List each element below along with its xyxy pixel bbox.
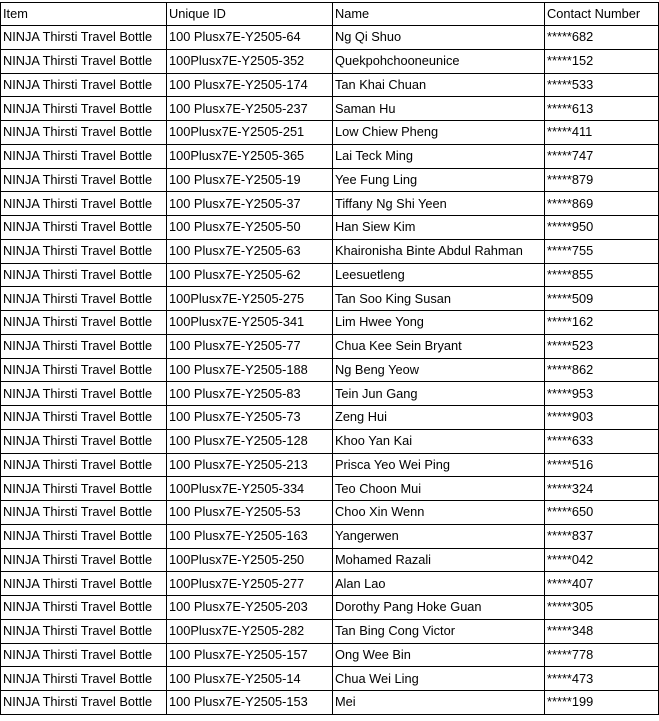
cell-unique-id[interactable]: 100Plusx7E-Y2505-250: [167, 548, 333, 572]
table-row: [1, 382, 659, 406]
table-row: [1, 667, 659, 691]
table-row: [1, 691, 659, 715]
cell-name[interactable]: Khoo Yan Kai: [333, 429, 545, 453]
cell-name[interactable]: Chua Wei Ling: [333, 667, 545, 691]
cell-contact-number[interactable]: *****650: [545, 501, 659, 525]
table-row: [1, 596, 659, 620]
table-row: [1, 192, 659, 216]
cell-name[interactable]: Prisca Yeo Wei Ping: [333, 453, 545, 477]
cell-contact-number[interactable]: *****152: [545, 49, 659, 73]
cell-name[interactable]: Ng Beng Yeow: [333, 358, 545, 382]
cell-contact-number[interactable]: *****162: [545, 311, 659, 335]
table-row: [1, 429, 659, 453]
cell-contact-number[interactable]: *****348: [545, 619, 659, 643]
cell-contact-number[interactable]: *****855: [545, 263, 659, 287]
cell-item[interactable]: NINJA Thirsti Travel Bottle: [1, 524, 167, 548]
cell-item[interactable]: NINJA Thirsti Travel Bottle: [1, 453, 167, 477]
cell-unique-id[interactable]: 100Plusx7E-Y2505-341: [167, 311, 333, 335]
cell-name[interactable]: Lai Teck Ming: [333, 144, 545, 168]
cell-unique-id[interactable]: 100Plusx7E-Y2505-334: [167, 477, 333, 501]
cell-unique-id[interactable]: 100 Plusx7E-Y2505-14: [167, 667, 333, 691]
cell-unique-id[interactable]: 100 Plusx7E-Y2505-53: [167, 501, 333, 525]
cell-unique-id[interactable]: 100Plusx7E-Y2505-282: [167, 619, 333, 643]
header-item[interactable]: Item: [1, 3, 167, 26]
table-row: [1, 26, 659, 50]
table-row: [1, 453, 659, 477]
cell-unique-id[interactable]: 100 Plusx7E-Y2505-213: [167, 453, 333, 477]
cell-contact-number[interactable]: *****633: [545, 429, 659, 453]
cell-contact-number[interactable]: *****837: [545, 524, 659, 548]
cell-unique-id[interactable]: 100Plusx7E-Y2505-251: [167, 121, 333, 145]
cell-name[interactable]: Yee Fung Ling: [333, 168, 545, 192]
table-row: [1, 334, 659, 358]
cell-contact-number[interactable]: *****533: [545, 73, 659, 97]
cell-unique-id[interactable]: 100 Plusx7E-Y2505-37: [167, 192, 333, 216]
cell-contact-number[interactable]: *****747: [545, 144, 659, 168]
table-row: [1, 97, 659, 121]
cell-contact-number[interactable]: *****778: [545, 643, 659, 667]
cell-item[interactable]: NINJA Thirsti Travel Bottle: [1, 239, 167, 263]
cell-contact-number[interactable]: *****523: [545, 334, 659, 358]
cell-name[interactable]: Choo Xin Wenn: [333, 501, 545, 525]
table-row: [1, 406, 659, 430]
cell-unique-id[interactable]: 100 Plusx7E-Y2505-62: [167, 263, 333, 287]
table-row: [1, 358, 659, 382]
table-row: [1, 619, 659, 643]
cell-unique-id[interactable]: 100Plusx7E-Y2505-365: [167, 144, 333, 168]
table-row: [1, 311, 659, 335]
header-contact-number[interactable]: Contact Number: [545, 3, 659, 26]
cell-unique-id[interactable]: 100 Plusx7E-Y2505-157: [167, 643, 333, 667]
cell-name[interactable]: Tan Soo King Susan: [333, 287, 545, 311]
cell-item[interactable]: NINJA Thirsti Travel Bottle: [1, 192, 167, 216]
cell-item[interactable]: NINJA Thirsti Travel Bottle: [1, 643, 167, 667]
cell-name[interactable]: Yangerwen: [333, 524, 545, 548]
cell-unique-id[interactable]: 100 Plusx7E-Y2505-153: [167, 691, 333, 715]
cell-name[interactable]: Tiffany Ng Shi Yeen: [333, 192, 545, 216]
cell-item[interactable]: NINJA Thirsti Travel Bottle: [1, 311, 167, 335]
cell-unique-id[interactable]: 100 Plusx7E-Y2505-77: [167, 334, 333, 358]
cell-item[interactable]: NINJA Thirsti Travel Bottle: [1, 216, 167, 240]
cell-item[interactable]: NINJA Thirsti Travel Bottle: [1, 263, 167, 287]
cell-item[interactable]: NINJA Thirsti Travel Bottle: [1, 619, 167, 643]
spreadsheet-sheet: [0, 2, 659, 715]
cell-contact-number[interactable]: *****407: [545, 572, 659, 596]
cell-name[interactable]: Ng Qi Shuo: [333, 26, 545, 50]
cell-name[interactable]: Quekpohchooneunice: [333, 49, 545, 73]
table-row: [1, 168, 659, 192]
winners-table: [0, 2, 659, 715]
cell-name[interactable]: Saman Hu: [333, 97, 545, 121]
table-row: [1, 548, 659, 572]
table-header-row: [1, 3, 659, 26]
cell-name[interactable]: Dorothy Pang Hoke Guan: [333, 596, 545, 620]
cell-item[interactable]: NINJA Thirsti Travel Bottle: [1, 406, 167, 430]
table-row: [1, 524, 659, 548]
cell-contact-number[interactable]: *****473: [545, 667, 659, 691]
cell-unique-id[interactable]: 100 Plusx7E-Y2505-19: [167, 168, 333, 192]
cell-unique-id[interactable]: 100 Plusx7E-Y2505-237: [167, 97, 333, 121]
cell-name[interactable]: Mohamed Razali: [333, 548, 545, 572]
cell-unique-id[interactable]: 100 Plusx7E-Y2505-83: [167, 382, 333, 406]
cell-unique-id[interactable]: 100Plusx7E-Y2505-275: [167, 287, 333, 311]
cell-name[interactable]: Teo Choon Mui: [333, 477, 545, 501]
cell-item[interactable]: NINJA Thirsti Travel Bottle: [1, 97, 167, 121]
header-name[interactable]: Name: [333, 3, 545, 26]
cell-item[interactable]: NINJA Thirsti Travel Bottle: [1, 548, 167, 572]
table-row: [1, 216, 659, 240]
cell-name[interactable]: Tan Bing Cong Victor: [333, 619, 545, 643]
table-row: [1, 477, 659, 501]
cell-item[interactable]: NINJA Thirsti Travel Bottle: [1, 477, 167, 501]
cell-item[interactable]: NINJA Thirsti Travel Bottle: [1, 596, 167, 620]
table-row: [1, 287, 659, 311]
header-unique-id[interactable]: Unique ID: [167, 3, 333, 26]
cell-item[interactable]: NINJA Thirsti Travel Bottle: [1, 26, 167, 50]
cell-contact-number[interactable]: *****516: [545, 453, 659, 477]
table-row: [1, 263, 659, 287]
cell-item[interactable]: NINJA Thirsti Travel Bottle: [1, 121, 167, 145]
table-row: [1, 49, 659, 73]
cell-item[interactable]: NINJA Thirsti Travel Bottle: [1, 691, 167, 715]
cell-item[interactable]: NINJA Thirsti Travel Bottle: [1, 358, 167, 382]
cell-name[interactable]: Zeng Hui: [333, 406, 545, 430]
cell-name[interactable]: Khaironisha Binte Abdul Rahman: [333, 239, 545, 263]
table-row: [1, 239, 659, 263]
cell-item[interactable]: NINJA Thirsti Travel Bottle: [1, 287, 167, 311]
cell-item[interactable]: NINJA Thirsti Travel Bottle: [1, 382, 167, 406]
cell-name[interactable]: Tein Jun Gang: [333, 382, 545, 406]
cell-unique-id[interactable]: 100Plusx7E-Y2505-277: [167, 572, 333, 596]
cell-contact-number[interactable]: *****411: [545, 121, 659, 145]
table-row: [1, 572, 659, 596]
cell-unique-id[interactable]: 100 Plusx7E-Y2505-63: [167, 239, 333, 263]
cell-name[interactable]: Leesuetleng: [333, 263, 545, 287]
table-row: [1, 121, 659, 145]
cell-contact-number[interactable]: *****305: [545, 596, 659, 620]
cell-contact-number[interactable]: *****755: [545, 239, 659, 263]
table-row: [1, 643, 659, 667]
cell-name[interactable]: Alan Lao: [333, 572, 545, 596]
cell-contact-number[interactable]: *****950: [545, 216, 659, 240]
cell-unique-id[interactable]: 100 Plusx7E-Y2505-128: [167, 429, 333, 453]
cell-unique-id[interactable]: 100Plusx7E-Y2505-352: [167, 49, 333, 73]
cell-contact-number[interactable]: *****879: [545, 168, 659, 192]
cell-name[interactable]: Lim Hwee Yong: [333, 311, 545, 335]
cell-name[interactable]: Tan Khai Chuan: [333, 73, 545, 97]
cell-item[interactable]: NINJA Thirsti Travel Bottle: [1, 73, 167, 97]
cell-name[interactable]: Mei: [333, 691, 545, 715]
cell-item[interactable]: NINJA Thirsti Travel Bottle: [1, 168, 167, 192]
table-body: [1, 26, 659, 715]
cell-item[interactable]: NINJA Thirsti Travel Bottle: [1, 429, 167, 453]
cell-unique-id[interactable]: 100 Plusx7E-Y2505-73: [167, 406, 333, 430]
cell-item[interactable]: NINJA Thirsti Travel Bottle: [1, 334, 167, 358]
cell-contact-number[interactable]: *****042: [545, 548, 659, 572]
cell-contact-number[interactable]: *****613: [545, 97, 659, 121]
cell-unique-id[interactable]: 100 Plusx7E-Y2505-50: [167, 216, 333, 240]
cell-contact-number[interactable]: *****324: [545, 477, 659, 501]
table-row: [1, 144, 659, 168]
table-row: [1, 501, 659, 525]
cell-item[interactable]: NINJA Thirsti Travel Bottle: [1, 572, 167, 596]
cell-unique-id[interactable]: 100 Plusx7E-Y2505-188: [167, 358, 333, 382]
cell-contact-number[interactable]: *****199: [545, 691, 659, 715]
cell-item[interactable]: NINJA Thirsti Travel Bottle: [1, 144, 167, 168]
cell-contact-number[interactable]: *****862: [545, 358, 659, 382]
cell-unique-id[interactable]: 100 Plusx7E-Y2505-64: [167, 26, 333, 50]
cell-contact-number[interactable]: *****953: [545, 382, 659, 406]
cell-item[interactable]: NINJA Thirsti Travel Bottle: [1, 501, 167, 525]
cell-contact-number[interactable]: *****869: [545, 192, 659, 216]
cell-name[interactable]: Ong Wee Bin: [333, 643, 545, 667]
cell-name[interactable]: Han Siew Kim: [333, 216, 545, 240]
cell-name[interactable]: Low Chiew Pheng: [333, 121, 545, 145]
cell-unique-id[interactable]: 100 Plusx7E-Y2505-163: [167, 524, 333, 548]
cell-item[interactable]: NINJA Thirsti Travel Bottle: [1, 667, 167, 691]
cell-unique-id[interactable]: 100 Plusx7E-Y2505-174: [167, 73, 333, 97]
cell-name[interactable]: Chua Kee Sein Bryant: [333, 334, 545, 358]
cell-contact-number[interactable]: *****682: [545, 26, 659, 50]
table-row: [1, 73, 659, 97]
cell-contact-number[interactable]: *****903: [545, 406, 659, 430]
cell-unique-id[interactable]: 100 Plusx7E-Y2505-203: [167, 596, 333, 620]
cell-contact-number[interactable]: *****509: [545, 287, 659, 311]
cell-item[interactable]: NINJA Thirsti Travel Bottle: [1, 49, 167, 73]
